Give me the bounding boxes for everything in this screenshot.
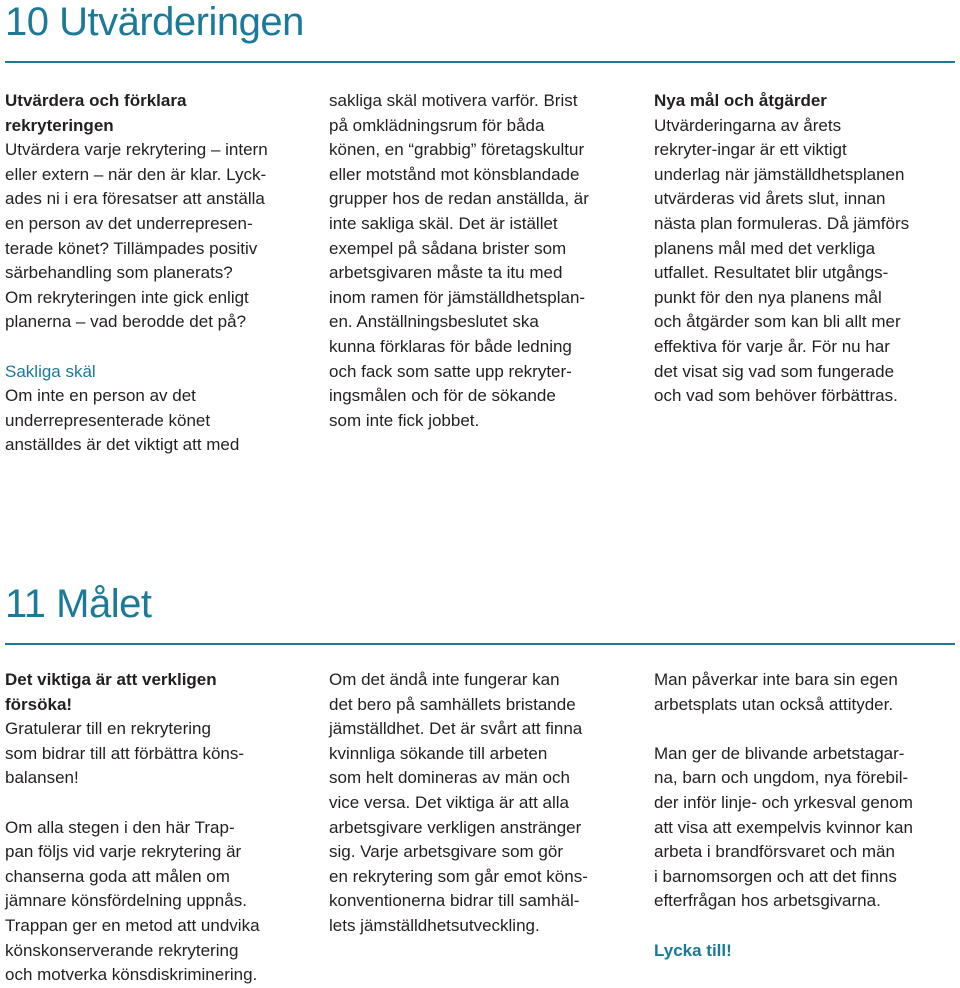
subheading: Nya mål och åtgärder: [654, 91, 827, 110]
text-line: planerna – vad berodde det på?: [5, 312, 247, 332]
text-line: sakliga skäl motivera varför. Brist: [329, 91, 578, 110]
text-line: balansen!: [5, 768, 79, 788]
text-line: en rekrytering som går emot köns-: [329, 866, 588, 886]
text-line: ingsmålen och för de sökande: [329, 386, 556, 406]
paragraph: [5, 668, 305, 791]
text-line: Om rekryteringen inte gick enligt: [5, 287, 249, 307]
text-line: könen, en “grabbig” företagskultur: [329, 140, 585, 160]
paragraph: [5, 816, 305, 988]
text-line: jämnare könsfördelning uppnås.: [5, 891, 247, 911]
section-11-divider: [5, 643, 955, 645]
text-line: Trappan ger en metod att undvika: [5, 915, 260, 935]
text-line: Utvärdera varje rekrytering – intern: [5, 140, 268, 160]
text-line: i barnomsorgen och att det finns: [654, 866, 897, 886]
text-line: Om inte en person av det: [5, 386, 196, 406]
text-line: på omklädningsrum för båda: [329, 115, 545, 135]
text-line: sig. Varje arbetsgivare som gör: [329, 842, 564, 862]
text-line: der inför linje- och yrkesval genom: [654, 792, 913, 812]
paragraph: [654, 89, 954, 409]
section-10-title: 10 Utvärderingen: [5, 0, 304, 44]
text-line: na, barn och ungdom, nya förebil-: [654, 768, 909, 788]
text-line: ades ni i era föresatser att anställa: [5, 189, 265, 209]
text-line: Om det ändå inte fungerar kan: [329, 670, 560, 689]
text-line: och vad som behöver förbättras.: [654, 386, 898, 406]
text-line: en. Anställningsbeslutet ska: [329, 312, 539, 332]
text-line: som bidrar till att förbättra köns-: [5, 743, 245, 763]
text-line: som inte fick jobbet.: [329, 410, 480, 430]
closing-text: Lycka till!: [654, 940, 732, 960]
text-line: punkt för den nya planens mål: [654, 287, 882, 307]
text-line: eller motstånd mot könsblandade: [329, 164, 580, 184]
section-11-column-2: [329, 668, 629, 939]
text-line: arbetsgivare verkligen anstränger: [329, 817, 582, 837]
text-line: och åtgärder som kan bli allt mer: [654, 312, 901, 332]
paragraph: [654, 742, 954, 914]
text-line: Gratulerar till en rekrytering: [5, 719, 211, 739]
paragraph: [5, 360, 305, 458]
text-line: inom ramen för jämställdhetsplan-: [329, 287, 586, 307]
subheading-sakliga-skal: Sakliga skäl: [5, 361, 96, 381]
paragraph: [654, 668, 954, 717]
text-line: kunna förklaras för både ledning: [329, 336, 572, 356]
paragraph: [654, 939, 954, 964]
text-line: Man ger de blivande arbetstagar-: [654, 743, 905, 763]
text-line: exempel på sådana brister som: [329, 238, 567, 258]
paragraph: [329, 89, 629, 433]
text-line: och fack som satte upp rekryter-: [329, 361, 572, 381]
text-line: lets jämställdhetsutveckling.: [329, 915, 540, 935]
text-line: en person av det underrepresen-: [5, 213, 253, 233]
text-line: inte sakliga skäl. Det är istället: [329, 213, 558, 233]
text-line: grupper hos de redan anställda, är: [329, 189, 589, 209]
text-line: som helt domineras av män och: [329, 768, 570, 788]
text-line: jämställdhet. Det är svårt att finna: [329, 719, 583, 739]
text-line: arbetsplats utan också attityder.: [654, 694, 894, 714]
subheading: Det viktiga är att verkligen: [5, 670, 217, 689]
paragraph: [5, 89, 305, 335]
text-line: och motverka könsdiskriminering.: [5, 965, 258, 985]
section-10-column-3: [654, 89, 954, 409]
text-line: könskonserverande rekrytering: [5, 940, 239, 960]
text-line: Man påverkar inte bara sin egen: [654, 670, 898, 689]
text-line: arbetsgivaren måste ta itu med: [329, 263, 563, 283]
text-line: särbehandling som planerats?: [5, 263, 233, 283]
text-line: vice versa. Det viktiga är att alla: [329, 792, 569, 812]
text-line: utvärderas vid årets slut, innan: [654, 189, 886, 209]
text-line: chanserna goda att målen om: [5, 866, 230, 886]
text-line: anställdes är det viktigt att med: [5, 435, 240, 455]
subheading: försöka!: [5, 694, 73, 714]
text-line: planens mål med det verkliga: [654, 238, 876, 258]
text-line: nästa plan formuleras. Då jämförs: [654, 213, 910, 233]
text-line: underlag när jämställdhetsplanen: [654, 164, 905, 184]
text-line: utfallet. Resultatet blir utgångs-: [654, 263, 889, 283]
section-11-title: 11 Målet: [5, 582, 152, 626]
text-line: pan följs vid varje rekrytering är: [5, 842, 242, 862]
section-10-column-1: [5, 89, 305, 458]
text-line: kvinnliga sökande till arbeten: [329, 743, 548, 763]
text-line: det visat sig vad som fungerade: [654, 361, 895, 381]
text-line: eller extern – när den är klar. Lyck-: [5, 164, 267, 184]
text-line: det bero på samhällets bristande: [329, 694, 576, 714]
text-line: konventionerna bidrar till samhäl-: [329, 891, 580, 911]
text-line: efterfrågan hos arbetsgivarna.: [654, 891, 881, 911]
text-line: rekryter-ingar är ett viktigt: [654, 140, 847, 160]
text-line: arbeta i brandförsvaret och män: [654, 842, 895, 862]
section-11-column-3: [654, 668, 954, 963]
section-11-column-1: [5, 668, 305, 988]
section-10-divider: [5, 61, 955, 63]
text-line: Utvärderingarna av årets: [654, 115, 842, 135]
paragraph: [329, 668, 629, 939]
text-line: att visa att exempelvis kvinnor kan: [654, 817, 913, 837]
text-line: underrepresenterade könet: [5, 410, 211, 430]
text-line: Om alla stegen i den här Trap-: [5, 817, 235, 837]
text-line: effektiva för varje år. För nu har: [654, 336, 890, 356]
subheading: rekryteringen: [5, 115, 114, 135]
text-line: terade könet? Tillämpades positiv: [5, 238, 258, 258]
section-10-column-2: [329, 89, 629, 433]
subheading: Utvärdera och förklara: [5, 91, 187, 110]
